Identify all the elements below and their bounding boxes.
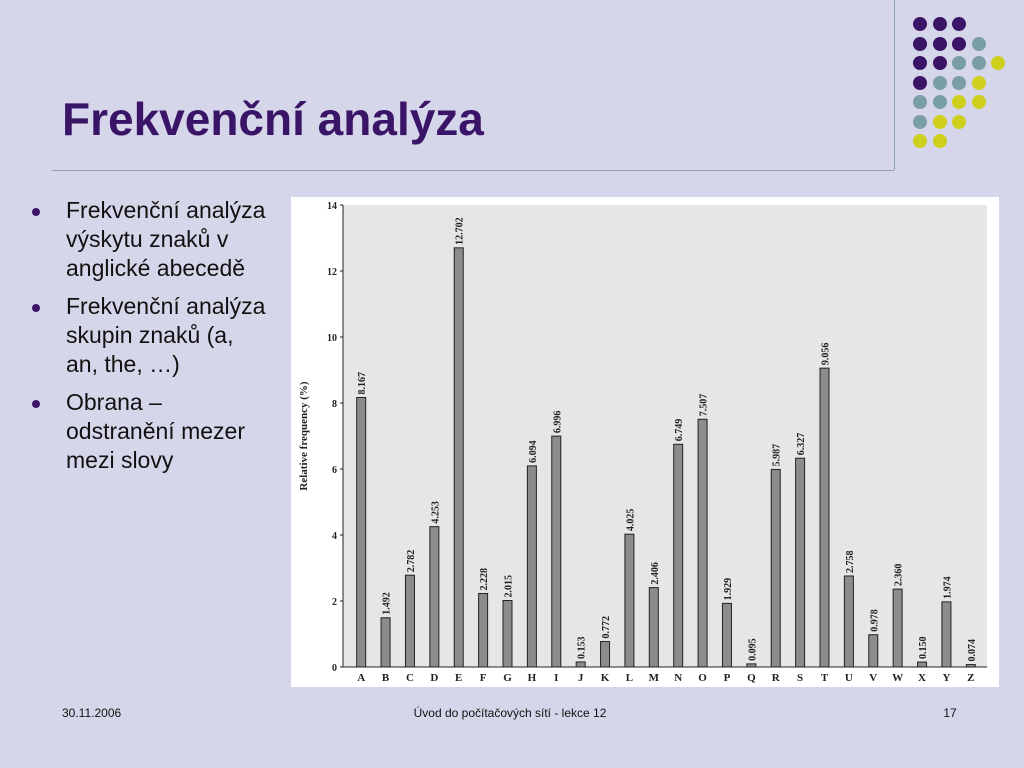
bar-x (918, 662, 927, 667)
bar-value-label: 2.360 (893, 563, 905, 587)
bullet-dot-icon (32, 304, 40, 312)
bar-p (722, 603, 731, 667)
x-tick-label: R (771, 672, 780, 684)
decorative-dot (952, 56, 966, 70)
bar-t (820, 368, 829, 667)
bullet-item (28, 388, 268, 475)
bar-value-label: 2.782 (405, 549, 417, 573)
bar-c (405, 575, 414, 667)
x-tick-label: V (869, 672, 878, 684)
bar-k (601, 642, 610, 667)
decorative-dot (952, 37, 966, 51)
chart-panel (291, 197, 999, 687)
decorative-dot (952, 95, 966, 109)
x-tick-label: J (577, 672, 584, 684)
bullet-dot-icon (32, 208, 40, 216)
x-tick-label: C (405, 672, 414, 684)
decorative-dot (991, 56, 1005, 70)
x-tick-label: B (381, 672, 390, 684)
x-tick-label: A (357, 672, 366, 684)
decorative-dot (933, 76, 947, 90)
x-tick-label: M (648, 672, 660, 684)
x-tick-label: L (625, 672, 634, 684)
footer-date: 30.11.2006 (62, 706, 122, 720)
bar-b (381, 618, 390, 667)
y-axis-label: Relative frequency (%) (298, 381, 310, 491)
decorative-dot (972, 37, 986, 51)
x-tick-label: K (600, 672, 610, 684)
slide-title: Frekvenční analýza (62, 93, 484, 145)
bar-i (552, 436, 561, 667)
y-tick-label: 4 (332, 531, 337, 542)
bar-e (454, 248, 463, 667)
x-tick-label: Y (942, 672, 951, 684)
plot-area (343, 205, 987, 667)
bar-value-label: 0.095 (747, 638, 759, 661)
decorative-dot (913, 115, 927, 129)
decorative-dot (913, 76, 927, 90)
bullet-list (28, 196, 268, 484)
bar-value-label: 8.167 (357, 371, 369, 395)
bar-value-label: 6.749 (674, 418, 686, 442)
bar-value-label: 0.074 (966, 639, 978, 662)
bar-l (625, 534, 634, 667)
bar-q (747, 664, 756, 667)
bar-f (479, 593, 488, 667)
bullet-text: Frekvenční analýza skupin znaků (a, an, the, …) (66, 293, 266, 377)
bar-value-label: 1.492 (381, 592, 393, 615)
decorative-dot (952, 115, 966, 129)
decorative-dot (913, 95, 927, 109)
title-vertical-divider (894, 0, 895, 170)
decorative-dot (933, 95, 947, 109)
page-number: 17 (943, 706, 957, 720)
y-tick-label: 14 (327, 201, 337, 212)
bullet-dot-icon (32, 400, 40, 408)
bar-h (527, 466, 536, 667)
bar-value-label: 4.025 (625, 508, 637, 532)
decorative-dot (972, 56, 986, 70)
x-tick-label: O (698, 672, 707, 684)
decorative-dot (913, 17, 927, 31)
decorative-dot (952, 17, 966, 31)
bullet-text: Obrana – odstranění mezer mezi slovy (66, 389, 245, 473)
bar-z (966, 665, 975, 667)
bar-u (844, 576, 853, 667)
bar-r (771, 469, 780, 667)
x-tick-label: P (723, 672, 731, 684)
decorative-dot (913, 134, 927, 148)
bar-w (893, 589, 902, 667)
bar-value-label: 0.978 (869, 609, 881, 632)
y-tick-label: 10 (327, 333, 337, 344)
x-tick-label: S (797, 672, 804, 684)
x-tick-label: U (844, 672, 853, 684)
bullet-text: Frekvenční analýza výskytu znaků v anglické abecedě (66, 197, 266, 281)
decorative-dot (972, 95, 986, 109)
bar-a (357, 397, 366, 667)
y-tick-label: 8 (332, 399, 337, 410)
bar-value-label: 0.150 (918, 636, 930, 660)
bar-s (796, 458, 805, 667)
decorative-dot (952, 76, 966, 90)
decorative-dot (933, 37, 947, 51)
x-tick-label: E (455, 672, 463, 684)
bar-value-label: 2.228 (479, 567, 491, 591)
bar-value-label: 6.996 (552, 410, 564, 434)
y-tick-label: 6 (332, 465, 337, 476)
x-tick-label: H (527, 672, 537, 684)
bar-value-label: 0.153 (576, 636, 588, 659)
bar-d (430, 527, 439, 667)
decorative-dot (933, 17, 947, 31)
bar-value-label: 2.406 (649, 562, 661, 585)
decorative-dot (933, 56, 947, 70)
bar-g (503, 601, 512, 667)
x-tick-label: G (503, 672, 512, 684)
x-tick-label: N (674, 672, 683, 684)
bar-y (942, 602, 951, 667)
bullet-item (28, 196, 268, 283)
bar-n (674, 444, 683, 667)
y-tick-label: 2 (332, 597, 337, 608)
decorative-dot (933, 115, 947, 129)
bar-value-label: 1.974 (942, 576, 954, 599)
bar-j (576, 662, 585, 667)
x-tick-label: Q (747, 672, 756, 684)
y-tick-label: 12 (327, 267, 337, 278)
decorative-dot (933, 134, 947, 148)
bar-value-label: 9.056 (820, 342, 832, 366)
bar-value-label: 4.253 (430, 501, 442, 524)
bar-value-label: 6.327 (796, 432, 808, 456)
bar-value-label: 2.758 (844, 550, 856, 573)
bar-value-label: 5.987 (771, 443, 783, 467)
decorative-dot (913, 37, 927, 51)
bar-value-label: 2.015 (503, 575, 515, 598)
bar-m (649, 588, 658, 667)
bar-value-label: 7.507 (698, 393, 710, 417)
y-tick-label: 0 (332, 663, 337, 674)
x-tick-label: X (918, 672, 927, 684)
bar-value-label: 0.772 (601, 616, 613, 639)
bar-value-label: 6.094 (527, 440, 539, 463)
bar-o (698, 419, 707, 667)
bar-value-label: 12.702 (454, 217, 466, 245)
x-tick-label: D (430, 672, 439, 684)
x-tick-label: T (820, 672, 829, 684)
decorative-dot (972, 76, 986, 90)
decorative-dot (913, 56, 927, 70)
bar-v (869, 635, 878, 667)
bullet-item (28, 292, 268, 379)
x-tick-label: I (554, 672, 559, 684)
bar-value-label: 1.929 (722, 577, 734, 601)
x-tick-label: F (479, 672, 487, 684)
x-tick-label: Z (967, 672, 975, 684)
title-divider (52, 170, 894, 171)
letter-frequency-chart (291, 197, 999, 687)
footer-title: Úvod do počítačových sítí - lekce 12 (413, 706, 607, 720)
x-tick-label: W (892, 672, 904, 684)
